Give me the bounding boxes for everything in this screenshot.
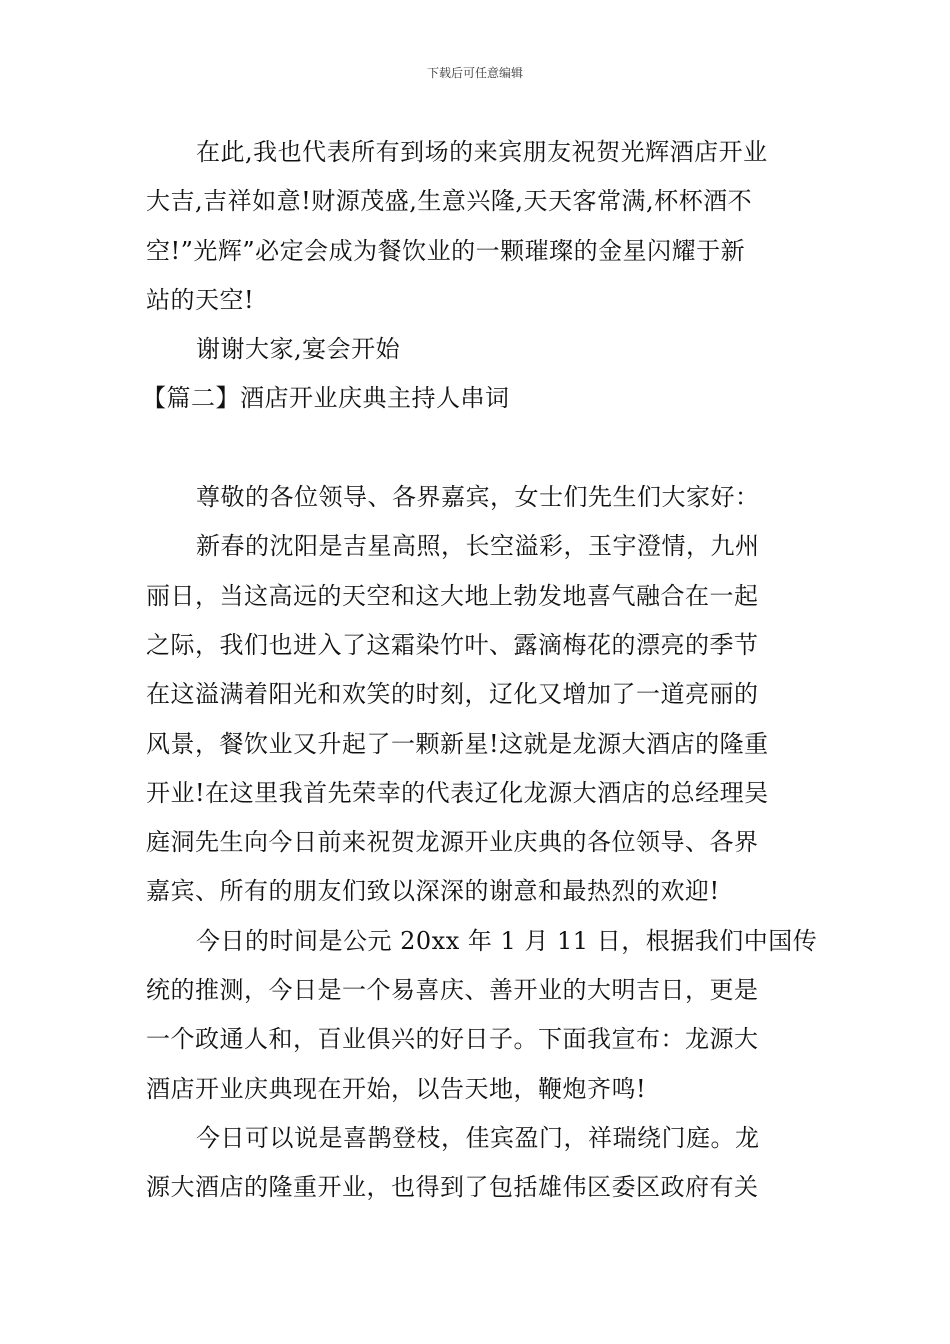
page-header-note: 下载后可任意编辑 [426,66,523,80]
text-line: 一个政通人和，百业俱兴的好日子。下面我宣布：龙源大 [146,1025,759,1054]
blank-line [146,424,806,473]
section-heading: 【篇二】酒店开业庆典主持人串词 [142,384,510,413]
document-body [142,128,818,1213]
text-line: 尊敬的各位领导、各界嘉宾，女士们先生们大家好： [196,483,760,512]
text-line: 丽日，当这高远的天空和这大地上勃发地喜气融合在一起 [146,581,759,610]
text-line: 酒店开业庆典现在开始，以告天地，鞭炮齐鸣! [146,1074,647,1103]
text-line: 在这溢满着阳光和欢笑的时刻，辽化又增加了一道亮丽的 [146,680,759,709]
text-line: 谢谢大家,宴会开始 [196,335,401,364]
text-line: 在此,我也代表所有到场的来宾朋友祝贺光辉酒店开业 [196,138,768,166]
text-line: 站的天空! [146,285,255,314]
text-line: 空!”光辉”必定会成为餐饮业的一颗璀璨的金星闪耀于新 [146,236,746,265]
text-line: 大吉,吉祥如意!财源茂盛,生意兴隆,天天客常满,杯杯酒不 [146,187,753,216]
text-line: 开业!在这里我首先荣幸的代表辽化龙源大酒店的总经理吴 [146,778,769,807]
text-line: 今日可以说是喜鹊登枝，佳宾盈门，祥瑞绕门庭。龙 [196,1123,760,1152]
text-line: 之际，我们也进入了这霜染竹叶、露滴梅花的漂亮的季节 [146,630,759,659]
text-line: 庭洞先生向今日前来祝贺龙源开业庆典的各位领导、各界 [146,828,759,857]
text-line: 风景，餐饮业又升起了一颗新星!这就是龙源大酒店的隆重 [146,729,769,758]
text-line: 源大酒店的隆重开业，也得到了包括雄伟区委区政府有关 [146,1173,759,1202]
text-line: 今日的时间是公元 20xx 年 1 月 11 日，根据我们中国传 [196,926,818,955]
text-line: 嘉宾、所有的朋友们致以深深的谢意和最热烈的欢迎! [146,877,720,906]
text-line: 统的推测，今日是一个易喜庆、善开业的大明吉日，更是 [146,976,759,1005]
text-line: 新春的沈阳是吉星高照，长空溢彩，玉宇澄情，九州 [196,532,760,561]
